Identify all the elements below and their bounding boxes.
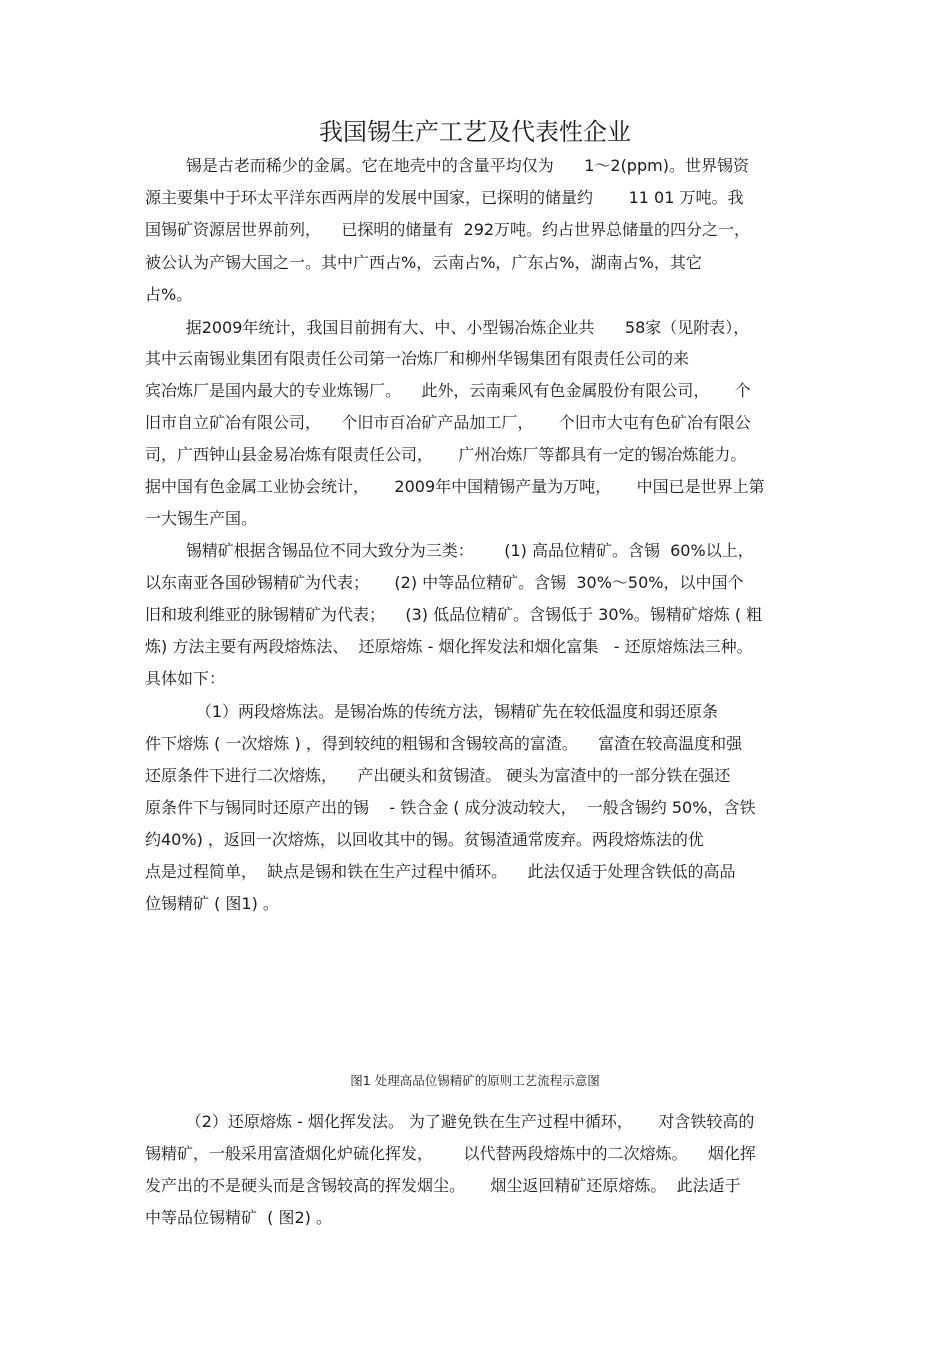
paragraph-line: （2）还原熔炼 - 烟化挥发法。 为了避免铁在生产过程中循环， 对含铁较高的 xyxy=(145,1112,755,1131)
paragraph-line: 锡精矿根据含锡品位不同大致分为三类： (1) 高品位精矿。含锡 60%以上， xyxy=(145,541,754,560)
paragraph-line: 中等品位锡精矿 ( 图2) 。 xyxy=(145,1208,333,1227)
paragraph-line: 具体如下： xyxy=(145,669,226,688)
paragraph-line: 位锡精矿 ( 图1) 。 xyxy=(145,894,279,913)
paragraph-line: 据中国有色金属工业协会统计， 2009年中国精锡产量为万吨， 中国已是世界上第 xyxy=(145,477,765,496)
document-title: 我国锡生产工艺及代表性企业 xyxy=(319,118,631,146)
paragraph-line: （1）两段熔炼法。是锡冶炼的传统方法，锡精矿先在较低温度和弱还原条 xyxy=(145,702,719,721)
paragraph-line: 其中云南锡业集团有限责任公司第一冶炼厂和柳州华锡集团有限责任公司的来 xyxy=(145,349,690,368)
paragraph-line: 点是过程简单， 缺点是锡和铁在生产过程中循环。 此法仅适于处理含铁低的高品 xyxy=(145,862,736,881)
paragraph-line: 锡精矿，一般采用富渣烟化炉硫化挥发， 以代替两段熔炼中的二次熔炼。 烟化挥 xyxy=(145,1144,756,1163)
paragraph-line: 被公认为产锡大国之一。其中广西占%，云南占%，广东占%，湖南占%，其它 xyxy=(145,253,702,272)
paragraph-line: 国锡矿资源居世界前列， 已探明的储量有 292万吨。约占世界总储量的四分之一， xyxy=(145,220,751,239)
paragraph-line: 宾冶炼厂是国内最大的专业炼锡厂。 此外，云南乘风有色金属股份有限公司， 个 xyxy=(145,381,751,400)
paragraph-line: 发产出的不是硬头而是含锡较高的挥发烟尘。 烟尘返回精矿还原熔炼。 此法适于 xyxy=(145,1176,741,1195)
paragraph-line: 炼) 方法主要有两段熔炼法、 还原熔炼 - 烟化挥发法和烟化富集 - 还原熔炼法三种。 xyxy=(145,637,753,656)
paragraph-line: 旧市自立矿冶有限公司， 个旧市百冶矿产品加工厂， 个旧市大屯有色矿冶有限公 xyxy=(145,413,751,432)
paragraph-line: 一大锡生产国。 xyxy=(145,509,258,528)
paragraph-line: 占%。 xyxy=(145,285,193,304)
paragraph-line: 司，广西钟山县金易冶炼有限责任公司， 广州冶炼厂等都具有一定的锡冶炼能力。 xyxy=(145,445,747,464)
paragraph-line: 据2009年统计，我国目前拥有大、中、小型锡冶炼企业共 58家（见附表）， xyxy=(145,318,750,337)
paragraph-line: 还原条件下进行二次熔炼， 产出硬头和贫锡渣。 硬头为富渣中的一部分铁在强还 xyxy=(145,766,731,785)
paragraph-line: 锡是古老而稀少的金属。它在地壳中的含量平均仅为 1～2(ppm)。世界锡资 xyxy=(145,156,749,175)
paragraph-line: 约40%) ，返回一次熔炼，以回收其中的锡。贫锡渣通常废弃。两段熔炼法的优 xyxy=(145,830,704,849)
paragraph-line: 件下熔炼 ( 一次熔炼 ) ，得到较纯的粗锡和含锡较高的富渣。 富渣在较高温度和强 xyxy=(145,734,743,753)
paragraph-line: 源主要集中于环太平洋东西两岸的发展中国家，已探明的储量约 11 01 万吨。我 xyxy=(145,188,744,207)
figure-caption: 图1 处理高品位锡精矿的原则工艺流程示意图 xyxy=(350,1073,600,1088)
paragraph-line: 原条件下与锡同时还原产出的锡 - 铁合金 ( 成分波动较大， 一般含锡约 50%，含铁 xyxy=(145,798,756,817)
paragraph-line: 旧和玻利维亚的脉锡精矿为代表； (3) 低品位精矿。含锡低于 30%。锡精矿熔炼 ( 粗 xyxy=(145,605,763,624)
paragraph-line: 以东南亚各国砂锡精矿为代表； (2) 中等品位精矿。含锡 30%～50%，以中国个 xyxy=(145,573,744,592)
